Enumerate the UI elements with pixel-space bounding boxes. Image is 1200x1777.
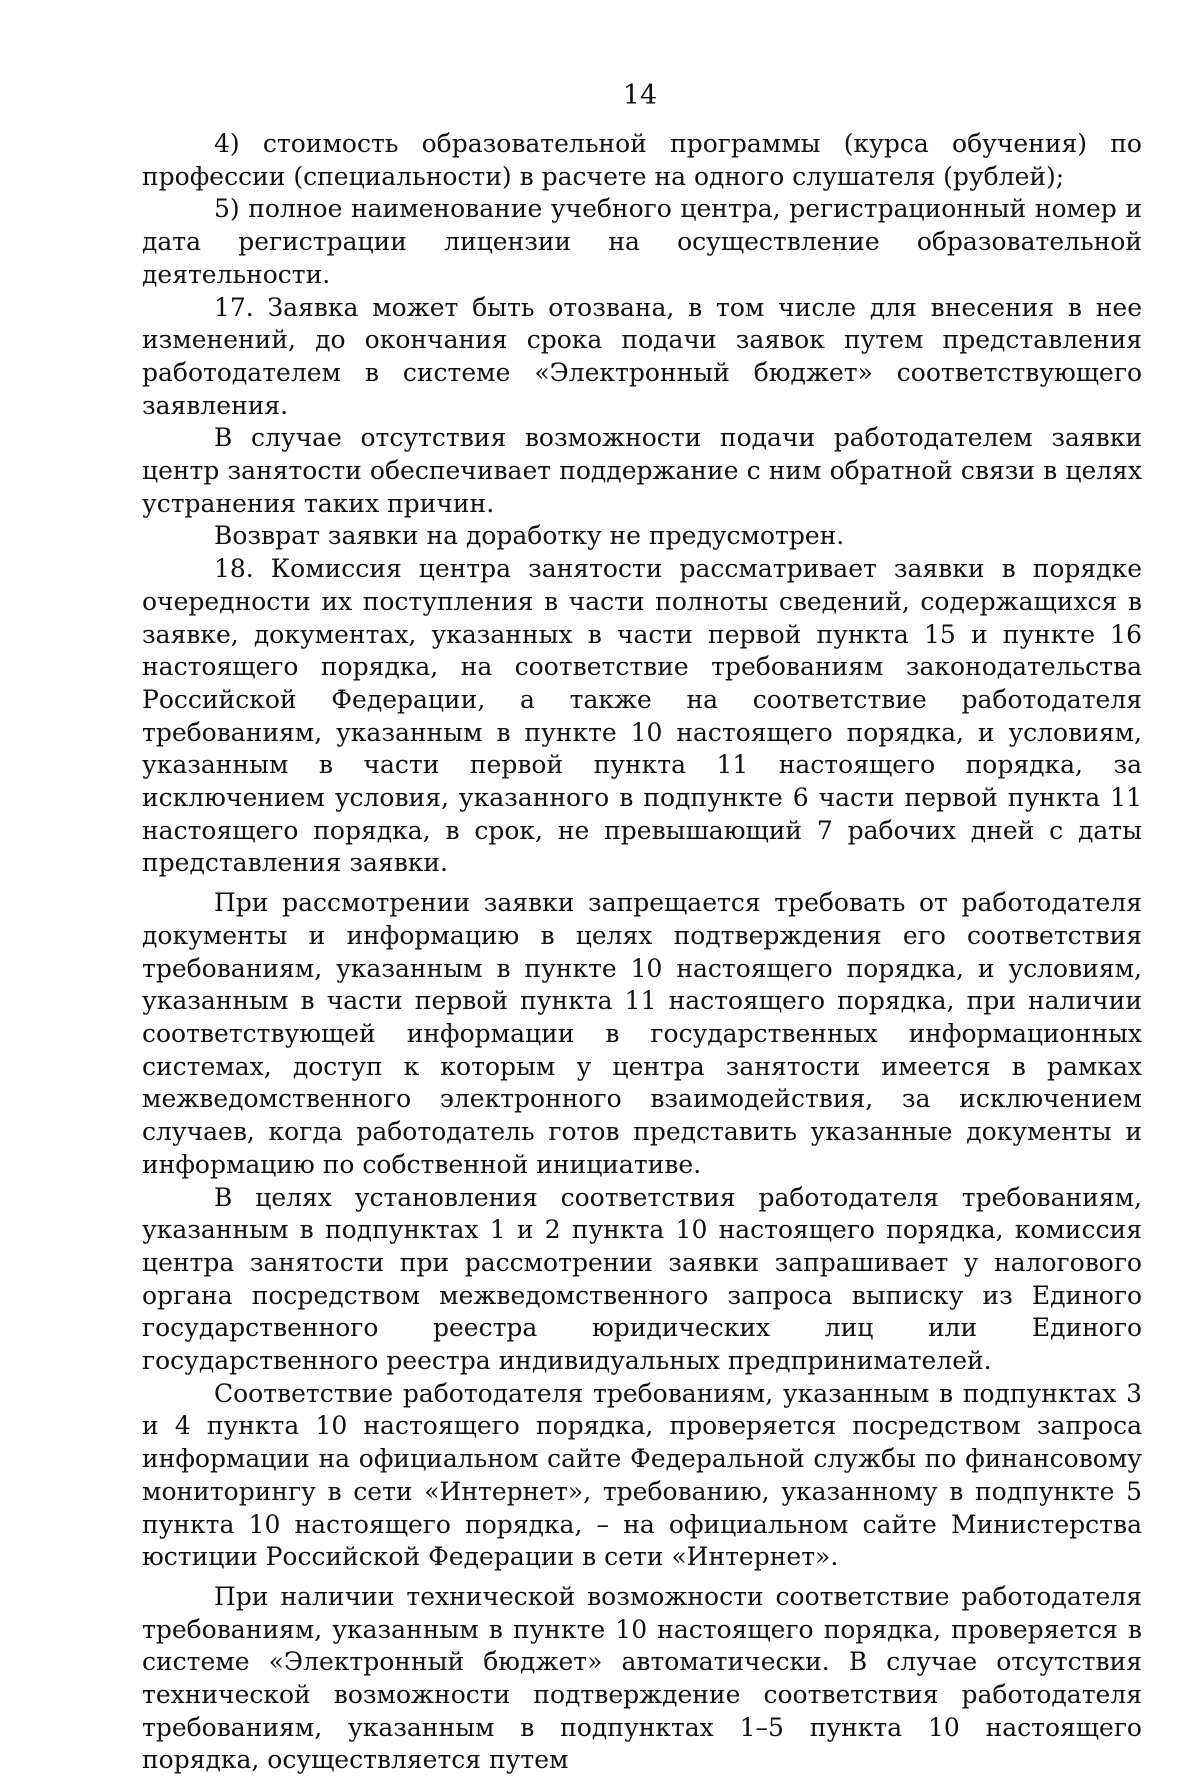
paragraph-no-return: Возврат заявки на доработку не предусмотрен.: [214, 521, 845, 551]
paragraph-clause-17: 17. Заявка может быть отозвана, в том числе для внесения в нее изменений, до окончания срока подачи заявок путем представления работодателем в системе «Электронный бюджет» соответствующего заявления.: [142, 292, 1142, 420]
paragraph-rosfinmonitoring-check: Соответствие работодателя требованиям, указанным в подпунктах 3 и 4 пункта 10 настоящего порядка, проверяется посредством запроса информации на официальном сайте Федеральной службы по финансовому мониторингу в сети «Интернет», требованию, указанному в подпункте 5 пункта 10 настоящего порядка, – на официальном сайте Министерства юстиции Российской Федерации в сети «Интернет».: [142, 1378, 1142, 1572]
paragraph-clause-18: 18. Комиссия центра занятости рассматривает заявки в порядке очередности их поступления в части полноты сведений, содержащихся в заявке, документах, указанных в части первой пункта 15 и пункте 16 настоящего порядка, на соответствие требованиям законодательства Российской Федерации, а также на соответствие работодателя требованиям, указанным в пункте 10 настоящего порядка, и условиям, указанным в части первой пункта 11 настоящего порядка, за исключением условия, указанного в подпункте 6 части первой пункта 11 настоящего порядка, в срок, не превышающий 7 рабочих дней с даты представления заявки.: [142, 554, 1142, 878]
page-number: 14: [622, 80, 658, 111]
paragraph-document-request-ban: При рассмотрении заявки запрещается требовать от работодателя документы и информацию в целях подтверждения его соответствия требованиям, указанным в пункте 10 настоящего порядка, и условиям, указанным в части первой пункта 11 настоящего порядка, при наличии соответствующей информации в государственных информационных системах, доступ к которым у центра занятости имеется в рамках межведомственного электронного взаимодействия, за исключением случаев, когда работодатель готов представить указанные документы и информацию по собственной инициативе.: [142, 888, 1142, 1179]
paragraph-automatic-check: При наличии технической возможности соответствие работодателя требованиям, указанным в пункте 10 настоящего порядка, проверяется в системе «Электронный бюджет» автоматически. В случае отсутствия технической возможности подтверждение соответствия работодателя требованиям, указанным в подпунктах 1–5 пункта 10 настоящего порядка, осуществляется путем: [142, 1581, 1142, 1775]
paragraph-no-submission-case: В случае отсутствия возможности подачи работодателем заявки центр занятости обеспечивает поддержание с ним обратной связи в целях устранения таких причин.: [142, 423, 1142, 518]
document-body: [142, 128, 1142, 1777]
paragraph-item-5: 5) полное наименование учебного центра, регистрационный номер и дата регистрации лицензии на осуществление образовательной деятельности.: [142, 194, 1142, 289]
paragraph-tax-register-request: В целях установления соответствия работодателя требованиям, указанным в подпунктах 1 и 2 пункта 10 настоящего порядка, комиссия центра занятости при рассмотрении заявки запрашивает у налогового органа посредством межведомственного запроса выписку из Единого государственного реестра юридических лиц или Единого государственного реестра индивидуальных предпринимателей.: [142, 1182, 1142, 1376]
paragraph-item-4: 4) стоимость образовательной программы (курса обучения) по профессии (специальности) в расчете на одного слушателя (рублей);: [142, 129, 1142, 191]
